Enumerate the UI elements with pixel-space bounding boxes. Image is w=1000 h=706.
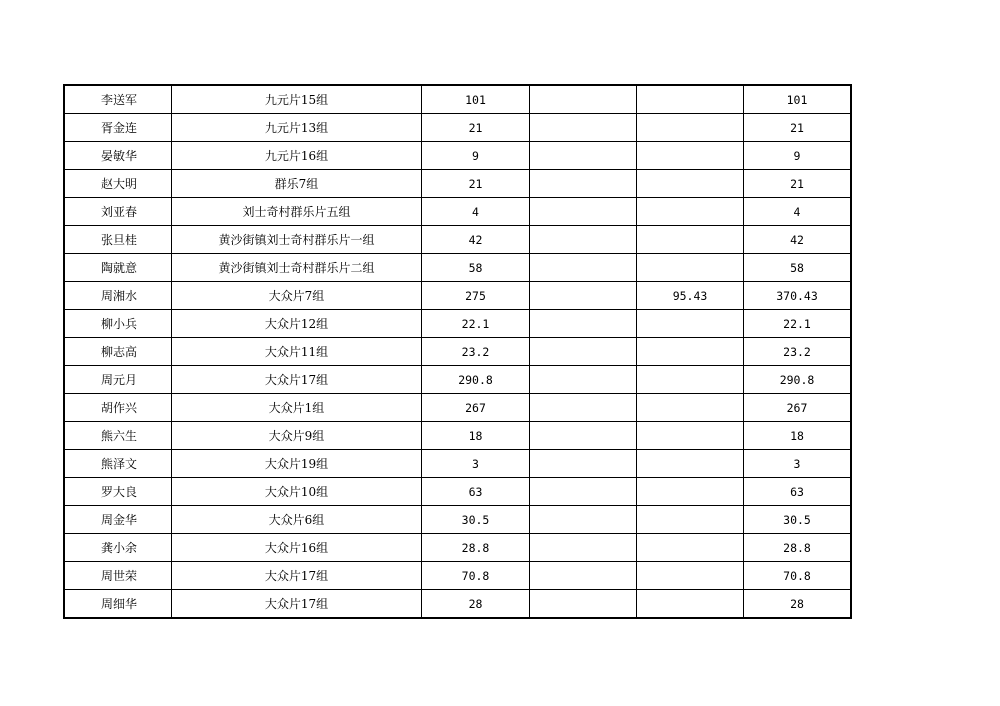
value2-cell <box>530 170 637 198</box>
total-cell: 63 <box>744 478 851 506</box>
name-cell: 陶就意 <box>65 254 172 282</box>
value3-cell <box>637 86 744 114</box>
value1-cell: 21 <box>422 114 530 142</box>
table-row <box>65 226 851 254</box>
total-cell: 370.43 <box>744 282 851 310</box>
total-cell: 28.8 <box>744 534 851 562</box>
table-row <box>65 534 851 562</box>
table-row <box>65 562 851 590</box>
location-cell: 大众片17组 <box>172 366 422 394</box>
value1-cell: 9 <box>422 142 530 170</box>
total-cell: 101 <box>744 86 851 114</box>
value1-cell: 28 <box>422 590 530 618</box>
total-cell: 22.1 <box>744 310 851 338</box>
value2-cell <box>530 198 637 226</box>
location-cell: 大众片16组 <box>172 534 422 562</box>
location-cell: 大众片19组 <box>172 450 422 478</box>
total-cell: 28 <box>744 590 851 618</box>
table-row <box>65 478 851 506</box>
table-row <box>65 310 851 338</box>
value3-cell <box>637 506 744 534</box>
value1-cell: 23.2 <box>422 338 530 366</box>
value3-cell <box>637 562 744 590</box>
value2-cell <box>530 506 637 534</box>
value1-cell: 275 <box>422 282 530 310</box>
value3-cell <box>637 534 744 562</box>
value2-cell <box>530 590 637 618</box>
name-cell: 周金华 <box>65 506 172 534</box>
value3-cell <box>637 198 744 226</box>
name-cell: 李送军 <box>65 86 172 114</box>
total-cell: 30.5 <box>744 506 851 534</box>
value1-cell: 22.1 <box>422 310 530 338</box>
location-cell: 大众片17组 <box>172 590 422 618</box>
table-row <box>65 114 851 142</box>
name-cell: 柳小兵 <box>65 310 172 338</box>
location-cell: 大众片10组 <box>172 478 422 506</box>
location-cell: 九元片13组 <box>172 114 422 142</box>
total-cell: 267 <box>744 394 851 422</box>
table-row <box>65 198 851 226</box>
value2-cell <box>530 562 637 590</box>
value3-cell <box>637 310 744 338</box>
location-cell: 大众片1组 <box>172 394 422 422</box>
value3-cell <box>637 170 744 198</box>
name-cell: 熊六生 <box>65 422 172 450</box>
value2-cell <box>530 282 637 310</box>
table-row <box>65 282 851 310</box>
table-row <box>65 366 851 394</box>
total-cell: 3 <box>744 450 851 478</box>
name-cell: 赵大明 <box>65 170 172 198</box>
location-cell: 群乐7组 <box>172 170 422 198</box>
value2-cell <box>530 422 637 450</box>
value1-cell: 42 <box>422 226 530 254</box>
value2-cell <box>530 310 637 338</box>
name-cell: 周元月 <box>65 366 172 394</box>
location-cell: 刘士奇村群乐片五组 <box>172 198 422 226</box>
location-cell: 九元片16组 <box>172 142 422 170</box>
location-cell: 黄沙街镇刘士奇村群乐片一组 <box>172 226 422 254</box>
value2-cell <box>530 254 637 282</box>
total-cell: 290.8 <box>744 366 851 394</box>
name-cell: 周湘水 <box>65 282 172 310</box>
table-row <box>65 590 851 618</box>
name-cell: 周细华 <box>65 590 172 618</box>
value2-cell <box>530 534 637 562</box>
name-cell: 刘亚春 <box>65 198 172 226</box>
value3-cell <box>637 394 744 422</box>
location-cell: 大众片11组 <box>172 338 422 366</box>
value3-cell <box>637 590 744 618</box>
value1-cell: 101 <box>422 86 530 114</box>
value2-cell <box>530 226 637 254</box>
value1-cell: 3 <box>422 450 530 478</box>
location-cell: 黄沙街镇刘士奇村群乐片二组 <box>172 254 422 282</box>
total-cell: 18 <box>744 422 851 450</box>
value2-cell <box>530 114 637 142</box>
value3-cell <box>637 366 744 394</box>
total-cell: 21 <box>744 114 851 142</box>
value3-cell <box>637 450 744 478</box>
table-body <box>65 86 851 618</box>
value1-cell: 21 <box>422 170 530 198</box>
table-row <box>65 86 851 114</box>
location-cell: 大众片12组 <box>172 310 422 338</box>
value1-cell: 58 <box>422 254 530 282</box>
table-row <box>65 506 851 534</box>
value2-cell <box>530 338 637 366</box>
value3-cell <box>637 254 744 282</box>
value1-cell: 30.5 <box>422 506 530 534</box>
name-cell: 周世荣 <box>65 562 172 590</box>
location-cell: 大众片7组 <box>172 282 422 310</box>
value2-cell <box>530 394 637 422</box>
value3-cell <box>637 338 744 366</box>
name-cell: 柳志高 <box>65 338 172 366</box>
location-cell: 大众片9组 <box>172 422 422 450</box>
value2-cell <box>530 450 637 478</box>
name-cell: 胥金连 <box>65 114 172 142</box>
table-row <box>65 450 851 478</box>
value3-cell: 95.43 <box>637 282 744 310</box>
table-row <box>65 142 851 170</box>
value2-cell <box>530 86 637 114</box>
table-row <box>65 254 851 282</box>
total-cell: 21 <box>744 170 851 198</box>
total-cell: 4 <box>744 198 851 226</box>
total-cell: 23.2 <box>744 338 851 366</box>
value3-cell <box>637 142 744 170</box>
name-cell: 罗大良 <box>65 478 172 506</box>
value1-cell: 4 <box>422 198 530 226</box>
value3-cell <box>637 422 744 450</box>
value1-cell: 70.8 <box>422 562 530 590</box>
table-row <box>65 394 851 422</box>
name-cell: 龚小余 <box>65 534 172 562</box>
value3-cell <box>637 226 744 254</box>
value1-cell: 63 <box>422 478 530 506</box>
location-cell: 九元片15组 <box>172 86 422 114</box>
value2-cell <box>530 366 637 394</box>
value1-cell: 290.8 <box>422 366 530 394</box>
value2-cell <box>530 142 637 170</box>
value1-cell: 18 <box>422 422 530 450</box>
data-table <box>64 85 851 618</box>
name-cell: 熊泽文 <box>65 450 172 478</box>
location-cell: 大众片17组 <box>172 562 422 590</box>
name-cell: 晏敏华 <box>65 142 172 170</box>
name-cell: 张旦桂 <box>65 226 172 254</box>
total-cell: 42 <box>744 226 851 254</box>
table-row <box>65 170 851 198</box>
table-row <box>65 338 851 366</box>
total-cell: 58 <box>744 254 851 282</box>
total-cell: 70.8 <box>744 562 851 590</box>
table-row <box>65 422 851 450</box>
value1-cell: 28.8 <box>422 534 530 562</box>
value3-cell <box>637 478 744 506</box>
value3-cell <box>637 114 744 142</box>
value2-cell <box>530 478 637 506</box>
name-cell: 胡作兴 <box>65 394 172 422</box>
value1-cell: 267 <box>422 394 530 422</box>
total-cell: 9 <box>744 142 851 170</box>
location-cell: 大众片6组 <box>172 506 422 534</box>
